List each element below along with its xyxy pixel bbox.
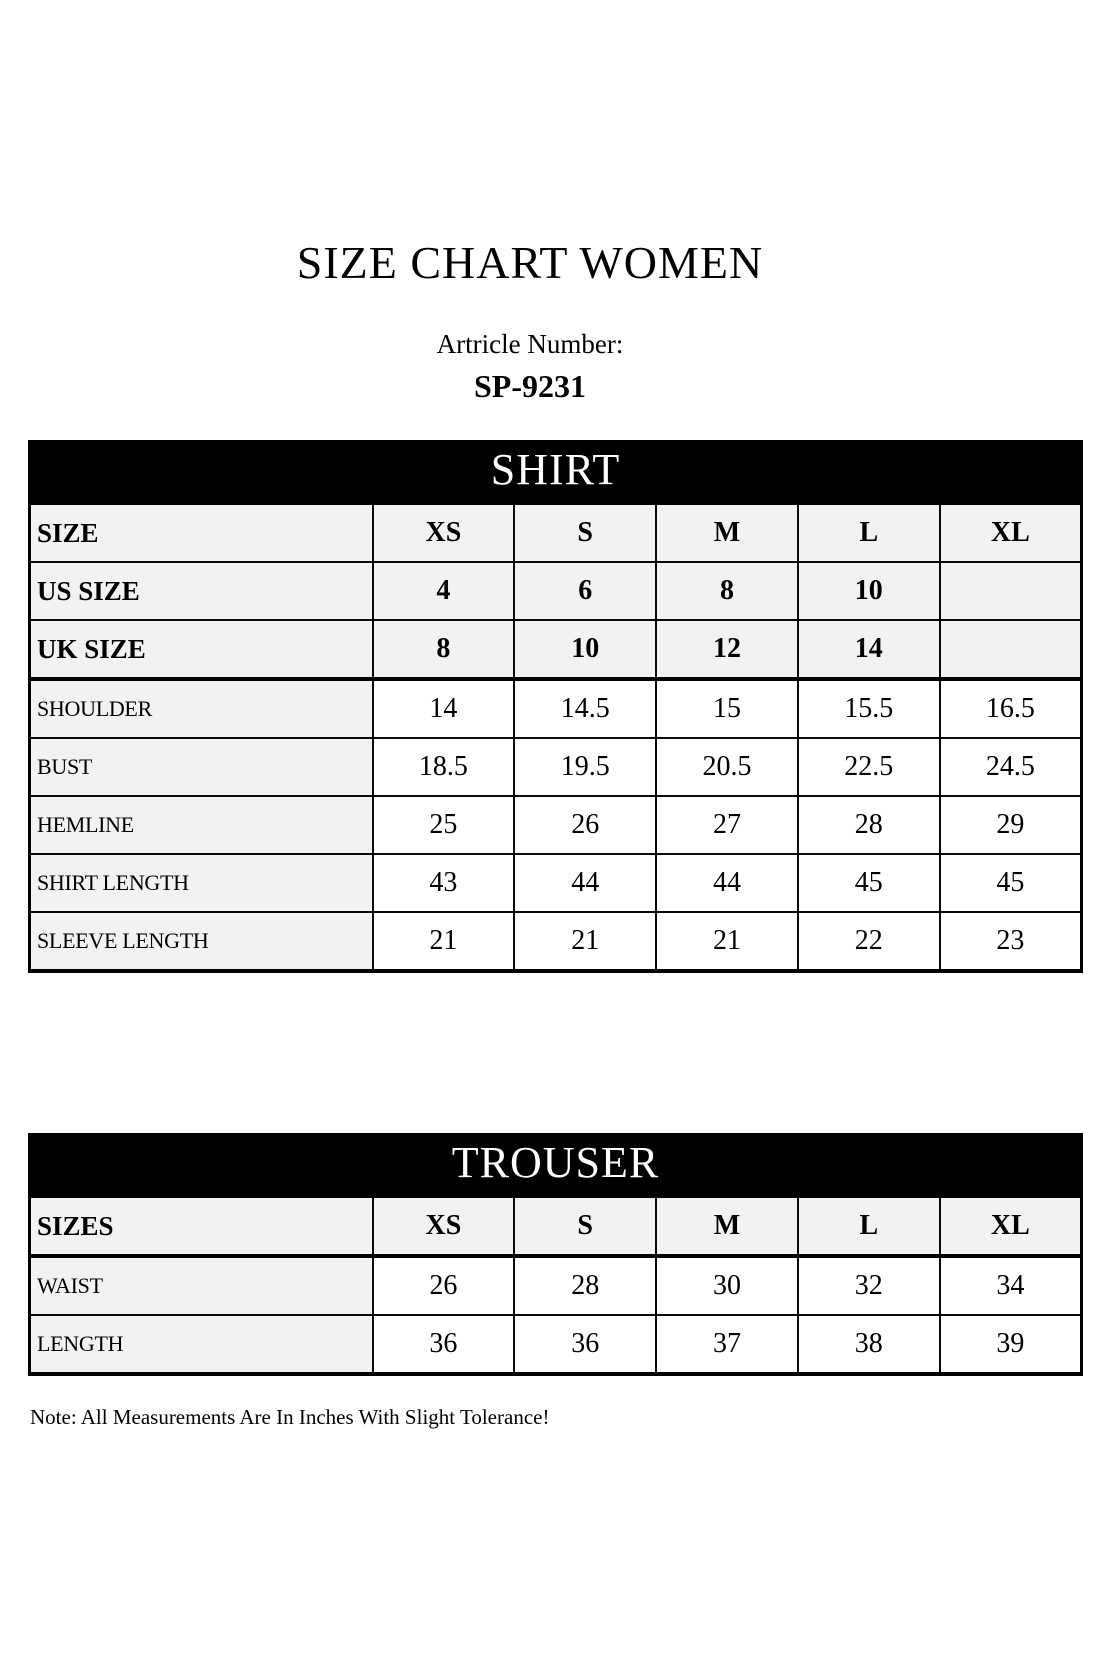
row-label: BUST xyxy=(30,738,373,796)
row-label: SIZE xyxy=(30,504,373,563)
cell-value: L xyxy=(798,1197,940,1257)
measurement-row xyxy=(30,562,1082,620)
cell-value: 39 xyxy=(940,1315,1082,1374)
measurement-row xyxy=(30,679,1082,738)
row-label: SIZES xyxy=(30,1197,373,1257)
cell-value: XS xyxy=(373,1197,515,1257)
article-number: SP-9231 xyxy=(474,367,586,404)
cell-value: 38 xyxy=(798,1315,940,1374)
cell-value: 16.5 xyxy=(940,679,1082,738)
cell-value: 34 xyxy=(940,1256,1082,1315)
cell-value: M xyxy=(656,1197,798,1257)
cell-value: 21 xyxy=(373,912,515,971)
size-header-row xyxy=(30,504,1082,563)
cell-value xyxy=(940,562,1082,620)
measurement-row xyxy=(30,796,1082,854)
cell-value: 21 xyxy=(514,912,656,971)
measurement-row xyxy=(30,620,1082,679)
shirt-size-table xyxy=(28,440,1083,973)
measurement-row xyxy=(30,854,1082,912)
cell-value: 14 xyxy=(798,620,940,679)
cell-value: 37 xyxy=(656,1315,798,1374)
cell-value: 4 xyxy=(373,562,515,620)
cell-value: 20.5 xyxy=(656,738,798,796)
row-label: US SIZE xyxy=(30,562,373,620)
trouser-table-title: TROUSER xyxy=(28,1133,1083,1195)
measurement-row xyxy=(30,738,1082,796)
trouser-table xyxy=(28,1195,1083,1376)
cell-value: M xyxy=(656,504,798,563)
cell-value: XL xyxy=(940,504,1082,563)
page-title: SIZE CHART WOMEN xyxy=(296,237,764,288)
cell-value: 15 xyxy=(656,679,798,738)
cell-value: 22.5 xyxy=(798,738,940,796)
cell-value: 21 xyxy=(656,912,798,971)
cell-value: 14 xyxy=(373,679,515,738)
cell-value: 12 xyxy=(656,620,798,679)
cell-value: 10 xyxy=(514,620,656,679)
cell-value: 8 xyxy=(656,562,798,620)
shirt-table-body xyxy=(30,504,1082,972)
cell-value: 24.5 xyxy=(940,738,1082,796)
row-label: WAIST xyxy=(30,1256,373,1315)
cell-value: XL xyxy=(940,1197,1082,1257)
measurement-row xyxy=(30,1315,1082,1374)
row-label: SHIRT LENGTH xyxy=(30,854,373,912)
page-header xyxy=(0,238,1060,404)
cell-value: 18.5 xyxy=(373,738,515,796)
trouser-table-body xyxy=(30,1197,1082,1375)
row-label: HEMLINE xyxy=(30,796,373,854)
cell-value: 6 xyxy=(514,562,656,620)
size-header-row xyxy=(30,1197,1082,1257)
cell-value: 32 xyxy=(798,1256,940,1315)
cell-value: S xyxy=(514,504,656,563)
measurement-note: Note: All Measurements Are In Inches With Slight Tolerance! xyxy=(30,1405,550,1429)
row-label: LENGTH xyxy=(30,1315,373,1374)
cell-value: XS xyxy=(373,504,515,563)
cell-value: 26 xyxy=(373,1256,515,1315)
cell-value: 44 xyxy=(514,854,656,912)
cell-value: 45 xyxy=(798,854,940,912)
cell-value: 36 xyxy=(514,1315,656,1374)
cell-value: 25 xyxy=(373,796,515,854)
cell-value: 43 xyxy=(373,854,515,912)
shirt-table-title: SHIRT xyxy=(28,440,1083,502)
row-label: SHOULDER xyxy=(30,679,373,738)
cell-value xyxy=(940,620,1082,679)
cell-value: 14.5 xyxy=(514,679,656,738)
measurement-row xyxy=(30,912,1082,971)
row-label: SLEEVE LENGTH xyxy=(30,912,373,971)
cell-value: 8 xyxy=(373,620,515,679)
cell-value: 10 xyxy=(798,562,940,620)
cell-value: 27 xyxy=(656,796,798,854)
cell-value: 22 xyxy=(798,912,940,971)
cell-value: L xyxy=(798,504,940,563)
cell-value: 28 xyxy=(514,1256,656,1315)
cell-value: 28 xyxy=(798,796,940,854)
cell-value: 44 xyxy=(656,854,798,912)
article-label: Artricle Number: xyxy=(436,328,624,359)
cell-value: S xyxy=(514,1197,656,1257)
cell-value: 19.5 xyxy=(514,738,656,796)
cell-value: 30 xyxy=(656,1256,798,1315)
cell-value: 45 xyxy=(940,854,1082,912)
cell-value: 23 xyxy=(940,912,1082,971)
shirt-table xyxy=(28,502,1083,973)
cell-value: 36 xyxy=(373,1315,515,1374)
measurement-row xyxy=(30,1256,1082,1315)
cell-value: 26 xyxy=(514,796,656,854)
trouser-size-table xyxy=(28,1133,1083,1376)
row-label: UK SIZE xyxy=(30,620,373,679)
cell-value: 29 xyxy=(940,796,1082,854)
cell-value: 15.5 xyxy=(798,679,940,738)
